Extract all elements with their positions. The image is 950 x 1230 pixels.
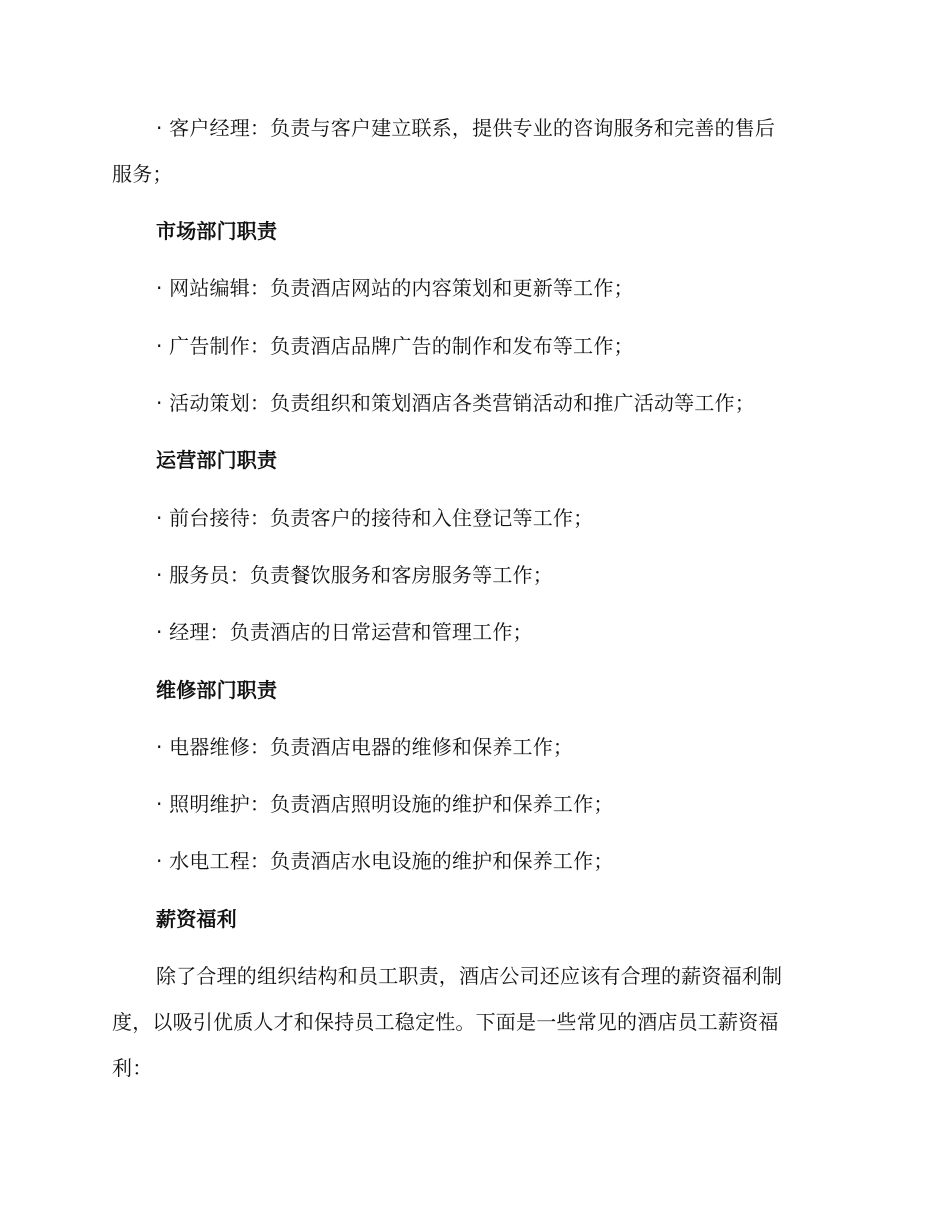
list-item: · 水电工程：负责酒店水电设施的维护和保养工作；: [156, 849, 614, 873]
list-item: · 活动策划：负责组织和策划酒店各类营销活动和推广活动等工作；: [156, 391, 755, 415]
list-item: · 电器维修：负责酒店电器的维修和保养工作；: [156, 735, 574, 759]
section-heading-maintenance: 维修部门职责: [156, 678, 278, 702]
paragraph-line: 服务；: [112, 162, 173, 186]
list-item: · 经理：负责酒店的日常运营和管理工作；: [156, 620, 533, 644]
list-item: · 前台接待：负责客户的接待和入住登记等工作；: [156, 506, 594, 530]
paragraph-line: · 客户经理：负责与客户建立联系，提供专业的咨询服务和完善的售后: [156, 116, 776, 140]
section-heading-salary: 薪资福利: [156, 907, 237, 931]
paragraph-line: 度，以吸引优质人才和保持员工稳定性。下面是一些常见的酒店员工薪资福: [112, 1010, 779, 1034]
section-heading-operations: 运营部门职责: [156, 448, 278, 472]
paragraph-line: 除了合理的组织结构和员工职责，酒店公司还应该有合理的薪资福利制: [156, 964, 783, 988]
section-heading-market: 市场部门职责: [156, 219, 278, 243]
list-item: · 网站编辑：负责酒店网站的内容策划和更新等工作；: [156, 276, 634, 300]
list-item: · 服务员：负责餐饮服务和客房服务等工作；: [156, 563, 553, 587]
list-item: · 广告制作：负责酒店品牌广告的制作和发布等工作；: [156, 334, 634, 358]
paragraph-line: 利：: [112, 1056, 153, 1080]
list-item: · 照明维护：负责酒店照明设施的维护和保养工作；: [156, 792, 614, 816]
